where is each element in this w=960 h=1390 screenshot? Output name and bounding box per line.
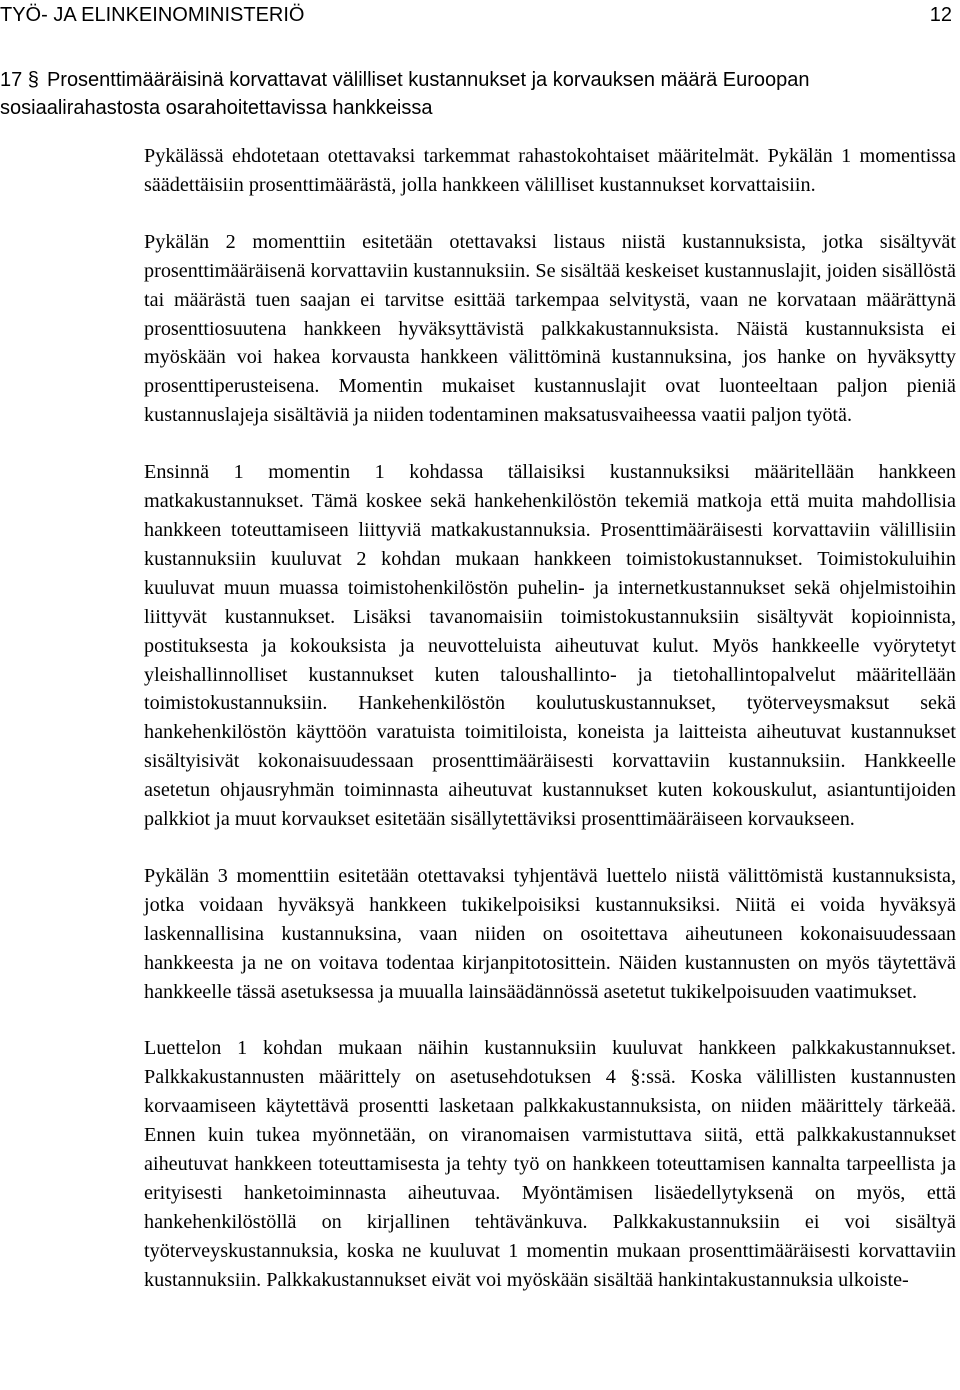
paragraph-4: Pykälän 3 momenttiin esitetään otettavaksi tyhjentävä luettelo niistä välittömistä kustannuksista, jotka voidaan hyväksyä hankkeen tukikelpoisiksi kustannuksiksi. Niitä ei voida hyväksyä laskennallisina kustannuksina, vaan niiden on osoitettava aiheutuneen kokonaisuudessaan hankkeesta ja ne on voitava todentaa kirjanpitotosittein. Näiden kustannusten on myös täytettävä hankkeelle tässä asetuksessa ja muualla lainsäädännössä asetetut tukikelpoisuuden vaatimukset. (144, 864, 956, 1003)
paragraph-3: Ensinnä 1 momentin 1 kohdassa tällaisiksi kustannuksiksi määritellään hankkeen matkakustannukset. Tämä koskee sekä hankehenkilöstön tekemiä matkoja että muita mahdollisia hankkeen toteuttamiseen liittyviä matkakustannuksia. Prosenttimääräisesti korvattaviin välillisiin kustannuksiin kuuluvat 2 kohdan mukaan hankkeen toimistokustannukset. Toimistokuluihin kuuluvat muun muassa toimistohenkilöstön puhelin- ja internetkustannukset sekä ohjelmistoihin liittyvät kustannukset. Lisäksi tavanomaisiin toimistokustannuksiin sisältyvät kopioinnista, postituksesta ja kokouksista ja neuvotteluista aiheutuvat kulut. Myös hankkeelle vyörytetyt yleishallinnolliset kustannukset kuten taloushallinto- ja tietohallintopalvelut määritellään toimistokustannuksiin. Hankehenkilöstön koulutuskustannukset, työterveysmaksut sekä hankehenkilöstön käyttöön varatuista toimitiloista, koneista ja laitteista aiheutuvat kustannukset sisältyisivät kokonaisuudessaan prosenttimääräisesti korvattaviin kustannuksiin. Hankkeelle asetetun ohjausryhmän toiminnasta aiheutuvat kustannukset kuten kokouskulut, asiantuntijoiden palkkiot ja muut korvaukset esitetään sisällytettäviksi prosenttimääräiseen korvaukseen. (144, 461, 956, 831)
section-title: Prosenttimääräisinä korvattavat välilliset kustannukset ja korvauksen määrä Euroopan sosiaalirahastosta osarahoitettavissa hankkeissa (0, 69, 810, 119)
document-body (144, 142, 956, 1323)
paragraph-5: Luettelon 1 kohdan mukaan näihin kustannuksiin kuuluvat hankkeen palkkakustannukset. Palkkakustannusten määrittely on asetusehdotuksen 4 §:ssä. Koska välillisten kustannusten korvaamiseen käytettävä prosentti lasketaan palkkakustannuksista, on niiden määrittely tärkeää. Ennen kuin tukea myönnetään, on viranomaisen varmistuttava siitä, että palkkakustannukset aiheutuvat hankkeen toteuttamisesta ja tehty työ on hankkeen toteuttamisen kannalta tarpeellista ja erityisesti hanketoiminnasta aiheutuvaa. Myöntämisen lisäedellytyksenä on myös, että hankehenkilöstöllä on kirjallinen tehtävänkuva. Palkkakustannuksiin ei voi sisältyä työterveyskustannuksia, koska ne kuuluvat 1 momentin mukaan prosenttimääräisesti korvattaviin kustannuksiin. Palkkakustannukset eivät voi myöskään sisältää hankintakustannuksia ulkoiste- (144, 1037, 956, 1291)
organization-name: TYÖ- JA ELINKEINOMINISTERIÖ (0, 4, 305, 26)
paragraph-2: Pykälän 2 momenttiin esitetään otettavaksi listaus niistä kustannuksista, jotka sisältyvät prosenttimääräisenä korvattaviin kustannuksiin. Se sisältää keskeiset kustannuslajit, joiden sisällöstä tai määrästä tuen saajan ei tarvitse esittää tarkempaa selvitystä, vaan ne korvataan määrättynä prosenttiosuutena hankkeen hyväksyttävistä palkkakustannuksista. Näistä kustannuksista ei myöskään voi hakea korvausta hankkeen välittöminä kustannuksina, jos hanke on hyväksytty prosenttiperusteisena. Momentin mukaiset kustannuslajit ovat luonteeltaan paljon pieniä kustannuslajeja sisältäviä ja niiden todentaminen maksatusvaiheessa vaatii paljon työtä. (144, 230, 956, 427)
section-number: 17 § (0, 69, 39, 91)
paragraph-1: Pykälässä ehdotetaan otettavaksi tarkemmat rahastokohtaiset määritelmät. Pykälän 1 momentissa säädettäisiin prosenttimäärästä, jolla hankkeen välilliset kustannukset korvattaisiin. (144, 145, 956, 196)
section-heading (0, 66, 955, 122)
page-number: 12 (929, 4, 952, 26)
page-header (0, 0, 960, 36)
